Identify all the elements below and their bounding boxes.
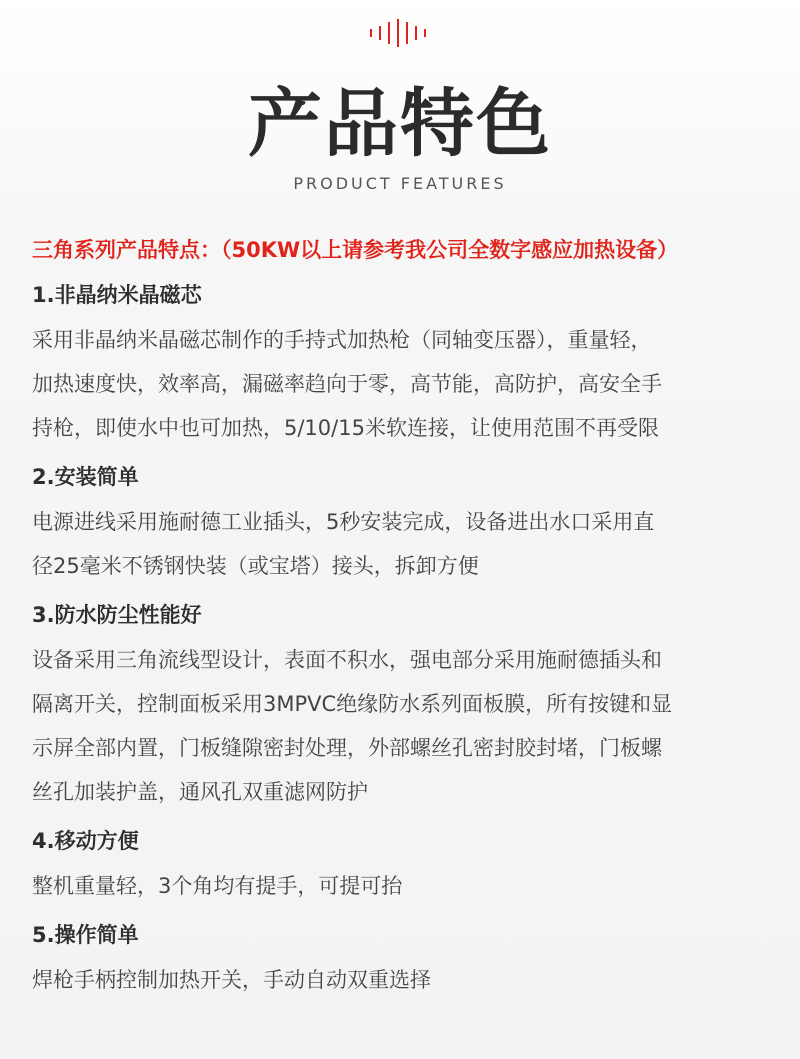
- decorative-lines-icon: [368, 18, 432, 48]
- feature-text-line: 焊枪手柄控制加热开关，手动自动双重选择: [32, 968, 431, 992]
- feature-text-line: 示屏全部内置，门板缝隙密封处理，外部螺丝孔密封胶封堵，门板螺: [32, 736, 662, 760]
- intro-highlight: 三角系列产品特点：（50KW以上请参考我公司全数字感应加热设备）: [32, 238, 679, 262]
- feature-text-line: 持枪，即使水中也可加热，5/10/15米软连接，让使用范围不再受限: [32, 416, 659, 440]
- feature-content: [32, 232, 772, 1002]
- feature-section: [32, 462, 772, 588]
- feature-heading: 3.防水防尘性能好: [32, 603, 202, 627]
- page-title: 产品特色: [248, 81, 552, 167]
- feature-heading: 4.移动方便: [32, 829, 139, 853]
- feature-heading: 1.非晶纳米晶磁芯: [32, 283, 202, 307]
- feature-section: [32, 826, 772, 908]
- feature-heading: 2.安装简单: [32, 465, 139, 489]
- feature-heading: 5.操作简单: [32, 923, 139, 947]
- feature-section: [32, 600, 772, 814]
- feature-text-line: 整机重量轻，3个角均有提手，可提可抬: [32, 874, 403, 898]
- feature-text-line: 加热速度快，效率高，漏磁率趋向于零，高节能，高防护，高安全手: [32, 372, 662, 396]
- feature-text-line: 丝孔加装护盖，通风孔双重滤网防护: [32, 780, 368, 804]
- feature-text-line: 采用非晶纳米晶磁芯制作的手持式加热枪（同轴变压器），重量轻，: [32, 328, 652, 352]
- page-subtitle: PRODUCT FEATURES: [293, 174, 507, 193]
- feature-text-line: 径25毫米不锈钢快装（或宝塔）接头，拆卸方便: [32, 554, 479, 578]
- feature-text-line: 隔离开关，控制面板采用3MPVC绝缘防水系列面板膜，所有按键和显: [32, 692, 673, 716]
- feature-section: [32, 920, 772, 1002]
- feature-section: [32, 280, 772, 450]
- feature-text-line: 设备采用三角流线型设计，表面不积水，强电部分采用施耐德插头和: [32, 648, 662, 672]
- feature-text-line: 电源进线采用施耐德工业插头，5秒安装完成，设备进出水口采用直: [32, 510, 655, 534]
